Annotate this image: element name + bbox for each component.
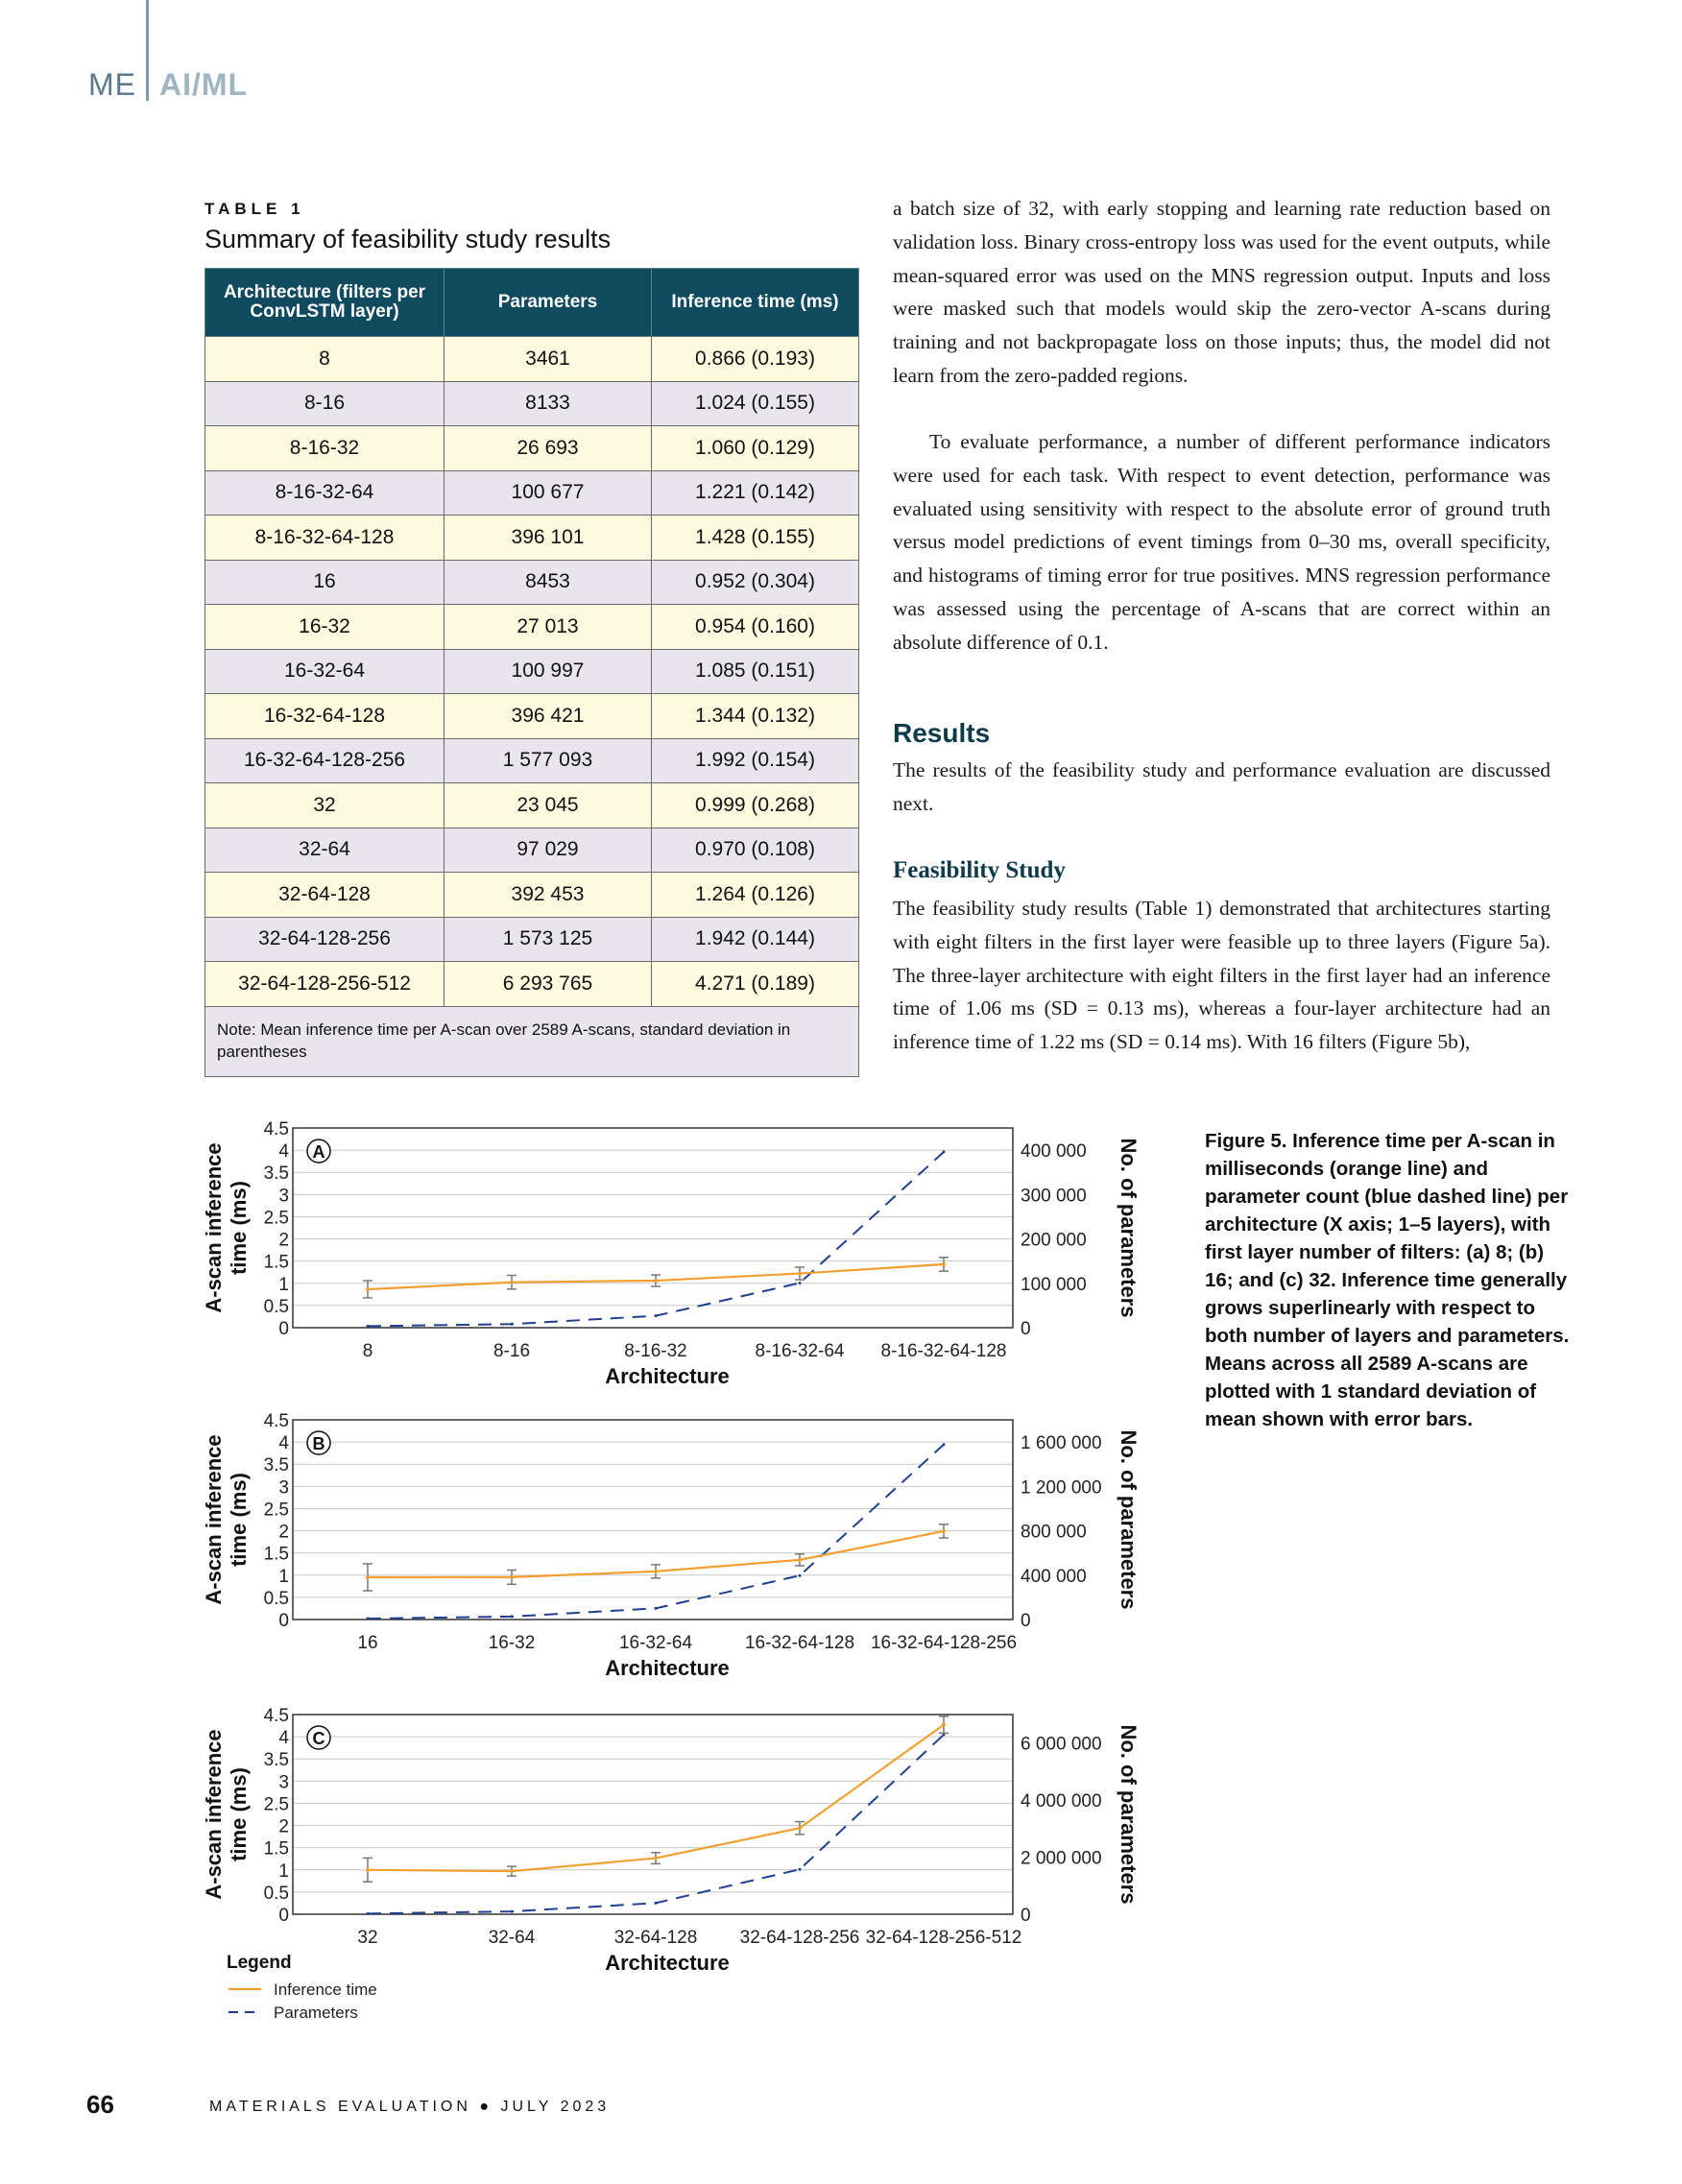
y2-tick-label: 0 (1021, 1611, 1031, 1631)
y2-tick-label: 0 (1021, 1906, 1031, 1926)
x-tick-label: 16 (357, 1633, 378, 1653)
paragraph-evaluation: To evaluate performance, a number of different performance indicators were used for each task. With respect to event detection, performance was evaluated using sensitivity with respect to the absolute error of ground truth versus model predictions of event timings from 0–30 ms, overall specificity, and histograms of timing error for true positives. MNS regression performance was assessed using the percentage of A-scans that are correct within an absolute difference of 0.1. (893, 430, 1550, 654)
legend-parameters-label: Parameters (274, 2004, 358, 2022)
plot-frame (293, 1715, 1013, 1914)
inference-point (510, 1281, 514, 1284)
cell-inference-time: 1.060 (0.129) (652, 426, 859, 471)
parameters-point (799, 1574, 802, 1577)
y-tick-label: 0 (278, 1906, 289, 1926)
y-tick-label: 0 (278, 1611, 289, 1631)
y-tick-label: 2 (278, 1522, 289, 1543)
y2-tick-label: 800 000 (1021, 1522, 1087, 1543)
y-tick-label: 1.5 (263, 1544, 289, 1565)
cell-inference-time: 0.952 (0.304) (652, 560, 859, 605)
panel-badge-label: B (312, 1434, 325, 1453)
cell-architecture: 32 (205, 783, 445, 828)
x-tick-label: 8-16-32-64-128 (880, 1341, 1007, 1361)
y-tick-label: 1 (278, 1860, 289, 1882)
parameters-point (655, 1607, 658, 1610)
parameters-point (655, 1902, 658, 1905)
cell-parameters: 100 997 (445, 649, 652, 694)
inference-line (368, 1725, 944, 1872)
parameters-point (367, 1325, 370, 1328)
x-axis-title: Architecture (605, 1364, 730, 1388)
inference-point (654, 1857, 658, 1860)
cell-architecture: 8-16-32 (205, 426, 445, 471)
x-tick-label: 8-16-32-64 (755, 1341, 845, 1361)
cell-parameters: 23 045 (445, 783, 652, 828)
cell-architecture: 32-64-128-256-512 (205, 962, 445, 1007)
y-tick-label: 3 (278, 1772, 289, 1793)
x-tick-label: 16-32-64 (618, 1633, 693, 1653)
y-axis-title-line1: A-scan inference (202, 1729, 226, 1900)
y-tick-label: 4.5 (263, 1706, 289, 1726)
inference-point (366, 1575, 370, 1579)
cell-architecture: 16-32-64-128-256 (205, 738, 445, 783)
cell-parameters: 8453 (445, 560, 652, 605)
y-tick-label: 4 (278, 1728, 289, 1749)
cell-parameters: 6 293 765 (445, 962, 652, 1007)
parameters-point (655, 1314, 658, 1317)
legend-inference-label: Inference time (274, 1980, 377, 1999)
table-title: Summary of feasibility study results (204, 225, 612, 253)
x-axis-title: Architecture (605, 1951, 730, 1975)
y-tick-label: 1.5 (263, 1838, 289, 1860)
cell-architecture: 8-16-32-64 (205, 470, 445, 516)
cell-inference-time: 4.271 (0.189) (652, 962, 859, 1007)
cell-architecture: 16-32 (205, 605, 445, 650)
y-tick-label: 2 (278, 1230, 289, 1251)
cell-parameters: 396 101 (445, 516, 652, 561)
cell-architecture: 32-64-128-256 (205, 917, 445, 962)
y-tick-label: 0.5 (263, 1296, 289, 1317)
x-tick-label: 32-64-128 (613, 1928, 698, 1948)
section-label: AI/ML (159, 67, 249, 102)
y2-tick-label: 4 000 000 (1021, 1791, 1102, 1812)
y-tick-label: 2.5 (263, 1208, 289, 1229)
cell-inference-time: 1.428 (0.155) (652, 516, 859, 561)
parameters-point (367, 1618, 370, 1620)
y2-tick-label: 100 000 (1021, 1274, 1087, 1295)
y-tick-label: 2 (278, 1816, 289, 1837)
y-tick-label: 1 (278, 1274, 289, 1295)
header-architecture: Architecture (filters per ConvLSTM layer) (205, 269, 445, 337)
cell-parameters: 396 421 (445, 694, 652, 739)
table-note: Note: Mean inference time per A-scan over 2589 A-scans, standard deviation in parentheses (205, 1006, 859, 1076)
inference-point (798, 1558, 802, 1562)
cell-architecture: 8-16-32-64-128 (205, 516, 445, 561)
cell-parameters: 1 577 093 (445, 738, 652, 783)
cell-parameters: 26 693 (445, 426, 652, 471)
feasibility-heading: Feasibility Study (893, 857, 1066, 883)
y-tick-label: 2.5 (263, 1500, 289, 1521)
parameters-point (943, 1150, 946, 1153)
y2-axis-title: No. of parameters (1117, 1138, 1141, 1318)
y2-tick-label: 400 000 (1021, 1566, 1087, 1587)
parameters-line (368, 1445, 944, 1619)
results-heading: Results (893, 718, 991, 748)
inference-point (510, 1575, 514, 1579)
cell-architecture: 8 (205, 337, 445, 382)
parameters-point (943, 1443, 946, 1446)
cell-parameters: 1 573 125 (445, 917, 652, 962)
inference-point (798, 1272, 802, 1276)
cell-inference-time: 1.942 (0.144) (652, 917, 859, 962)
cell-parameters: 3461 (445, 337, 652, 382)
x-tick-label: 32 (357, 1928, 378, 1948)
inference-point (942, 1529, 946, 1533)
cell-inference-time: 0.866 (0.193) (652, 337, 859, 382)
x-tick-label: 32-64-128-256 (739, 1928, 860, 1948)
parameters-point (799, 1282, 802, 1284)
cell-parameters: 392 453 (445, 873, 652, 918)
y2-axis-title: No. of parameters (1117, 1724, 1141, 1905)
inference-point (510, 1869, 514, 1873)
cell-inference-time: 1.344 (0.132) (652, 694, 859, 739)
inference-point (366, 1868, 370, 1872)
cell-inference-time: 1.264 (0.126) (652, 873, 859, 918)
parameters-point (799, 1868, 802, 1871)
cell-architecture: 32-64 (205, 828, 445, 873)
y-axis-title-line2: time (ms) (227, 1767, 251, 1861)
plot-frame (293, 1420, 1013, 1620)
y-tick-label: 4 (278, 1141, 289, 1163)
y-axis-title-line1: A-scan inference (202, 1142, 226, 1313)
figure-caption: Figure 5. Inference time per A-scan in milliseconds (orange line) and parameter count (blue dashed line) per architecture (X axis; 1–5 layers), with first layer number of filters: (a) 8; (b) 16; and (c) 32. Inference time generally grows superlinearly with respect to both number of layers and parameters. Means across all 2589 A-scans are plotted with 1 standard deviation of mean shown with error bars. (1205, 1130, 1570, 1430)
cell-parameters: 100 677 (445, 470, 652, 516)
cell-inference-time: 0.999 (0.268) (652, 783, 859, 828)
y2-tick-label: 6 000 000 (1021, 1734, 1102, 1755)
y-tick-label: 3.5 (263, 1455, 289, 1476)
x-tick-label: 32-64 (488, 1928, 536, 1948)
y2-tick-label: 1 600 000 (1021, 1433, 1102, 1454)
cell-architecture: 16-32-64-128 (205, 694, 445, 739)
plot-frame (293, 1128, 1013, 1328)
y-tick-label: 3 (278, 1186, 289, 1207)
cell-inference-time: 1.221 (0.142) (652, 470, 859, 516)
header-inference-time: Inference time (ms) (652, 269, 859, 337)
paragraph-feasibility: The feasibility study results (Table 1) demonstrated that architectures starting with eight filters in the first layer were feasible up to three layers (Figure 5a). The three-layer architecture with eight filters in the first layer had an inference time of 1.06 ms (SD = 0.13 ms), whereas a four-layer architecture had an inference time of 1.22 ms (SD = 0.14 ms). With 16 filters (Figure 5b), (893, 897, 1550, 1054)
inference-point (366, 1287, 370, 1291)
x-tick-label: 8 (362, 1341, 373, 1361)
inference-point (654, 1279, 658, 1283)
inference-point (942, 1262, 946, 1266)
y-axis-title-line2: time (ms) (227, 1181, 251, 1275)
cell-architecture: 16 (205, 560, 445, 605)
parameters-point (511, 1910, 514, 1913)
cell-parameters: 8133 (445, 381, 652, 426)
inference-point (798, 1826, 802, 1830)
journal-footer: MATERIALS EVALUATION ● JULY 2023 (209, 2099, 611, 2115)
y-tick-label: 4 (278, 1433, 289, 1454)
y-tick-label: 0.5 (263, 1588, 289, 1609)
cell-architecture: 16-32-64 (205, 649, 445, 694)
table-kicker: TABLE 1 (204, 200, 305, 218)
paragraph-training: a batch size of 32, with early stopping and learning rate reduction based on validation loss. Binary cross-entropy loss was used for the event outputs, while mean-squared error was used on the MNS regression output. Inputs and loss were masked such that models would skip the zero-vector A-scans during training and not backpropagate loss on those inputs; thus, the model did not learn from the zero-padded regions. (893, 197, 1550, 387)
y-tick-label: 1 (278, 1566, 289, 1587)
y-tick-label: 0 (278, 1319, 289, 1339)
y-tick-label: 1.5 (263, 1252, 289, 1273)
cell-architecture: 8-16 (205, 381, 445, 426)
y-tick-label: 0.5 (263, 1883, 289, 1904)
cell-parameters: 97 029 (445, 828, 652, 873)
y-tick-label: 3.5 (263, 1750, 289, 1771)
y2-tick-label: 400 000 (1021, 1141, 1087, 1163)
magazine-mark: ME (88, 67, 136, 102)
panel-badge-label: C (312, 1729, 325, 1748)
parameters-line (368, 1735, 944, 1913)
legend-title: Legend (227, 1953, 292, 1973)
y2-tick-label: 300 000 (1021, 1186, 1087, 1207)
parameters-point (511, 1323, 514, 1326)
x-tick-label: 16-32-64-128 (744, 1633, 855, 1653)
paragraph-results-intro: The results of the feasibility study and performance evaluation are discussed next. (893, 758, 1550, 815)
y-tick-label: 3.5 (263, 1164, 289, 1185)
parameters-point (367, 1912, 370, 1915)
cell-inference-time: 0.954 (0.160) (652, 605, 859, 650)
cell-inference-time: 1.085 (0.151) (652, 649, 859, 694)
y2-axis-title: No. of parameters (1117, 1429, 1141, 1610)
y-axis-title-line1: A-scan inference (202, 1434, 226, 1605)
y-tick-label: 3 (278, 1477, 289, 1499)
cell-inference-time: 1.992 (0.154) (652, 738, 859, 783)
y2-tick-label: 200 000 (1021, 1230, 1087, 1251)
x-tick-label: 16-32 (488, 1633, 536, 1653)
x-tick-label: 8-16-32 (624, 1341, 687, 1361)
inference-point (942, 1723, 946, 1727)
y2-tick-label: 2 000 000 (1021, 1848, 1102, 1869)
y-tick-label: 2.5 (263, 1794, 289, 1815)
y2-tick-label: 1 200 000 (1021, 1477, 1102, 1499)
cell-parameters: 27 013 (445, 605, 652, 650)
x-tick-label: 8-16 (493, 1341, 531, 1361)
cell-inference-time: 0.970 (0.108) (652, 828, 859, 873)
header-parameters: Parameters (445, 269, 652, 337)
panel-badge-label: A (312, 1142, 325, 1162)
y-tick-label: 4.5 (263, 1119, 289, 1140)
x-tick-label: 32-64-128-256-512 (865, 1928, 1022, 1948)
inference-point (654, 1570, 658, 1573)
y-axis-title-line2: time (ms) (227, 1473, 251, 1567)
cell-architecture: 32-64-128 (205, 873, 445, 918)
page-number: 66 (86, 2090, 114, 2119)
x-tick-label: 16-32-64-128-256 (870, 1633, 1018, 1653)
x-axis-title: Architecture (605, 1656, 730, 1680)
y-tick-label: 4.5 (263, 1411, 289, 1431)
parameters-point (511, 1615, 514, 1618)
cell-inference-time: 1.024 (0.155) (652, 381, 859, 426)
y2-tick-label: 0 (1021, 1319, 1031, 1339)
